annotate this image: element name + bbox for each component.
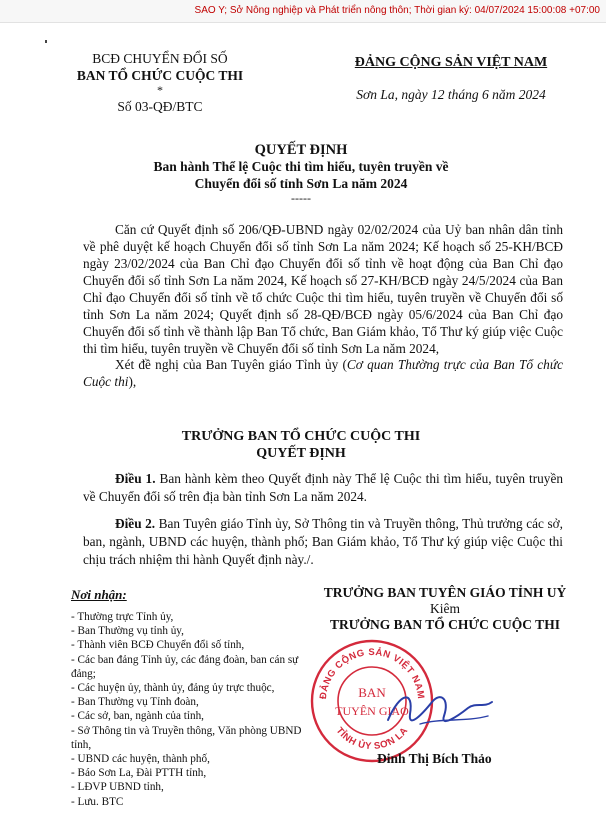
authority-line-1: TRƯỞNG BAN TỔ CHỨC CUỘC THI <box>181 429 421 444</box>
digital-signature-text: SAO Y; Sở Nông nghiệp và Phát triển nông thôn; Thời gian ký: 04/07/2024 15:00:08 +07:00 <box>194 5 600 16</box>
recipient-item: - LĐVP UBND tỉnh, <box>71 781 164 794</box>
stamp-center-line-1: BAN <box>358 685 386 700</box>
org-line-2: BAN TỔ CHỨC CUỘC THI <box>76 68 244 83</box>
org-star: * <box>157 83 163 97</box>
preamble-xet <box>83 356 563 390</box>
party-name: ĐẢNG CỘNG SẢN VIỆT NAM <box>354 55 548 70</box>
signature-titles <box>300 585 590 633</box>
recipient-item: - Sở Thông tin và Truyền thông, Văn phòng UBND tỉnh, <box>71 724 302 751</box>
signer-title-2: TRƯỞNG BAN TỔ CHỨC CUỘC THI <box>330 617 560 632</box>
recipient-item: - Ban Thường vụ tỉnh ủy, <box>71 625 184 638</box>
recipient-item: - Các ban đảng Tỉnh ủy, các đảng đoàn, ban cán sự đảng; <box>71 653 299 680</box>
article-1-text: Ban hành kèm theo Quyết định này Thể lệ Cuộc thi tìm hiểu, tuyên truyền về Chuyển đổi số trên địa bàn tỉnh Sơn La năm 2024. <box>83 471 563 504</box>
header-left <box>60 50 260 116</box>
recipient-item: - Các sở, ban, ngành của tỉnh, <box>71 710 204 723</box>
recipient-item: - UBND các huyện, thành phố, <box>71 753 210 766</box>
article-2 <box>83 515 563 569</box>
signer-kiem: Kiêm <box>430 601 460 616</box>
preamble-xet-italic: Cơ quan Thường trực của Ban Tổ chức Cuộc thi <box>83 357 563 389</box>
preamble-xet-suffix: ), <box>128 374 137 389</box>
recipients <box>71 587 313 809</box>
header-right <box>336 54 566 103</box>
recipients-list <box>71 610 313 809</box>
article-2-label: Điều 2. <box>115 516 156 531</box>
title-divider: ----- <box>291 191 311 205</box>
scan-mark <box>45 40 47 43</box>
title-main: QUYẾT ĐỊNH <box>254 142 348 158</box>
recipient-item: - Ban Thường vụ Tỉnh đoàn, <box>71 696 199 709</box>
org-line-1: BCĐ CHUYỂN ĐỔI SỐ <box>92 51 228 66</box>
authority-heading <box>40 429 562 462</box>
authority-line-2: QUYẾT ĐỊNH <box>256 445 346 461</box>
handwritten-signature <box>380 672 500 742</box>
title-subtitle-1: Ban hành Thể lệ Cuộc thi tìm hiểu, tuyên truyền về <box>153 159 449 174</box>
recipient-item: - Thường trực Tỉnh ủy, <box>71 611 174 623</box>
signer-name: Đinh Thị Bích Thảo <box>377 751 492 766</box>
article-1 <box>83 470 563 506</box>
recipient-item: - Các huyện ủy, thành ủy, đảng ủy trực thuộc, <box>71 682 275 695</box>
preamble-xet-prefix: Xét đề nghị của Ban Tuyên giáo Tỉnh ủy ( <box>115 357 347 372</box>
doc-number: Số 03-QĐ/BTC <box>117 99 203 114</box>
recipient-item: - Thành viên BCĐ Chuyển đổi số tỉnh, <box>71 639 245 652</box>
place-date: Sơn La, ngày 12 tháng 6 năm 2024 <box>356 87 546 102</box>
recipients-heading: Nơi nhận: <box>71 587 127 602</box>
document-title <box>40 142 562 204</box>
signer-title-1: TRƯỞNG BAN TUYÊN GIÁO TỈNH UỶ <box>323 585 567 600</box>
recipient-item: - Báo Sơn La, Đài PTTH tỉnh, <box>71 767 207 780</box>
stamp-bottom-text: TỈNH ỦY SƠN LA <box>333 725 411 753</box>
recipient-item: - Lưu. BTC <box>71 795 124 808</box>
stamp-top-text: ĐẢNG CỘNG SẢN VIỆT NAM <box>317 646 427 700</box>
title-subtitle-2: Chuyển đổi số tỉnh Sơn La năm 2024 <box>194 175 408 191</box>
article-2-text: Ban Tuyên giáo Tỉnh ủy, Sở Thông tin và Truyền thông, Thủ trưởng các sở, ban, ngành, UBND các huyện, thành phố; Ban Giám khảo, Tổ Thư ký giúp việc Cuộc thi chịu trách nhiệm thi hành Quyết định này./. <box>83 516 563 567</box>
preamble-can-cu: Căn cứ Quyết định số 206/QĐ-UBND ngày 02/02/2024 của Uỷ ban nhân dân tỉnh về phê duyệt kế hoạch Chuyển đổi số tỉnh Sơn La năm 2024; Kế hoạch số 25-KH/BCĐ ngày 23/02/2024 của Ban Chỉ đạo Chuyển đổi số tỉnh về hoạt động của Ban Chỉ đạo Chuyển đổi số tỉnh Sơn La năm 2024, Kế hoạch số 27-KH/BCĐ ngày 24/5/2024 của Ban Chỉ đạo Chuyển đổi số tỉnh về tổ chức Cuộc thi tìm hiểu, tuyên truyền về Chuyển đổi số tỉnh Sơn La năm 2024; Quyết định số 28-QĐ/BCĐ ngày 05/6/2024 của Ban Chỉ đạo Chuyển đổi số tỉnh về thành lập Ban Tổ chức, Ban Giám khảo, Tổ Thư ký giúp việc Cuộc thi tìm hiểu, tuyên truyền về Chuyển đổi số tỉnh Sơn La năm 2024, <box>83 222 563 356</box>
stamp-center-line-2: TUYÊN GIÁO <box>335 704 409 718</box>
article-1-label: Điều 1. <box>115 471 156 486</box>
